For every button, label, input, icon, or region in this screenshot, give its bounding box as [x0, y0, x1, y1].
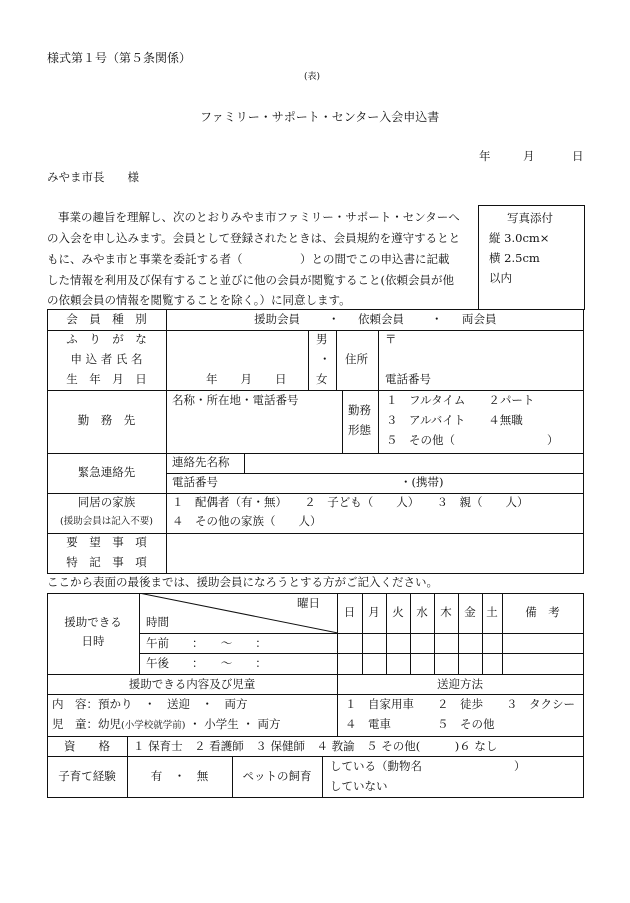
child-prefix: 児 童：幼児: [52, 717, 121, 731]
birthdate-field[interactable]: 年 月 日: [206, 372, 287, 386]
content-line[interactable]: 内 容：預かり ・ 送迎 ・ 両方: [52, 697, 248, 711]
birthdate-label: 生 年 月 日: [66, 372, 147, 386]
am-row[interactable]: 午前 ： ～ ：: [146, 636, 267, 650]
intro-line: 事業の趣旨を理解し、次のとおりみやま市ファミリー・サポート・センターへ: [58, 210, 460, 224]
intro-line: の入会を申し込みます。会員として登録されたときは、会員規約を遵守するとと: [47, 231, 461, 245]
emergency-name-label: 連絡先名称: [172, 455, 230, 469]
transport-header: 送迎方法: [437, 677, 483, 691]
address-label: 住所: [345, 352, 368, 366]
photo-height: 縦 3.0cm×: [489, 231, 550, 245]
pet-label: ペットの飼育: [242, 769, 312, 783]
sex-female[interactable]: 女: [316, 372, 328, 386]
child-exp-value[interactable]: 有 ・ 無: [150, 769, 209, 783]
pet-line[interactable]: している（動物名 ）: [330, 759, 526, 773]
phone-label: 電話番号: [385, 372, 431, 386]
request-label: 要 望 事 項: [66, 535, 147, 549]
family-label: 同居の家族: [77, 495, 136, 509]
day-fri[interactable]: 金: [464, 605, 476, 619]
photo-title: 写真添付: [507, 211, 553, 225]
member-type-both[interactable]: 両会員: [462, 312, 497, 326]
day-tue[interactable]: 火: [392, 605, 404, 619]
qualification-line[interactable]: １ 保育士 ２ 看護師 ３ 保健師 ４ 教諭 ５ その他( )６ なし: [133, 739, 498, 753]
transport-line[interactable]: １ 自家用車 ２ 徒歩 ３ タクシー: [345, 697, 575, 711]
transport-line[interactable]: ４ 電車 ５ その他: [345, 717, 495, 731]
member-type-label: 会 員 種 別: [66, 312, 147, 326]
member-type-helper[interactable]: 援助会員: [254, 312, 300, 326]
family-line[interactable]: ４ その他の家族（ 人）: [172, 514, 322, 528]
intro-line: の依頼会員の情報を閲覧することを除く。）に同意します。: [47, 293, 351, 307]
member-type-dot: ・: [431, 312, 443, 326]
content-header: 援助できる内容及び児童: [128, 677, 256, 691]
pm-row[interactable]: 午後 ： ～ ：: [146, 656, 267, 670]
intro-line: した情報を利用及び保有すること並びに他の会員が閲覧すること(依頼会員が他: [47, 273, 454, 287]
work-form-label: 形態: [348, 423, 371, 437]
date-day: 日: [572, 149, 584, 163]
time-label: 時間: [146, 615, 169, 629]
qualification-label: 資 格: [64, 739, 110, 753]
family-note: (援助会員は記入不要): [60, 516, 153, 527]
work-form-label: 勤務: [348, 403, 371, 417]
emergency-label: 緊急連絡先: [77, 465, 136, 479]
form-title: ファミリー・サポート・センター入会申込書: [200, 110, 440, 124]
child-small: (小学校就学前): [121, 720, 186, 731]
helper-note: ここから表面の最後までは、援助会員になろうとする方がご記入ください。: [47, 575, 438, 589]
photo-within: 以内: [489, 271, 512, 285]
member-type-requester[interactable]: 依頼会員: [358, 312, 404, 326]
intro-line: もに、みやま市と事業を委託する者（ ）との間でこの申込書に記載: [47, 252, 450, 266]
available-label: 日時: [81, 634, 105, 648]
name-label: 申 込 者 氏 名: [70, 352, 143, 366]
day-wed[interactable]: 水: [416, 605, 428, 619]
member-type-dot: ・: [328, 312, 340, 326]
workplace-label: 勤 務 先: [77, 413, 136, 427]
date-month: 月: [523, 149, 535, 163]
pet-line[interactable]: していない: [330, 779, 388, 793]
work-form-option[interactable]: １ フルタイム ２パート: [386, 393, 535, 407]
date-year: 年: [479, 149, 491, 163]
day-mon[interactable]: 月: [368, 605, 380, 619]
child-suffix: ・ 小学生 ・ 両方: [189, 717, 281, 731]
family-line[interactable]: １ 配偶者（有・無） ２ 子ども（ 人） ３ 親（ 人）: [172, 495, 529, 509]
weekday-label: 曜日: [297, 596, 320, 610]
available-label: 援助できる: [64, 615, 122, 629]
sex-dot: ・: [319, 352, 331, 366]
emergency-mobile: ・(携帯): [400, 475, 444, 489]
day-sat[interactable]: 土: [486, 605, 498, 619]
postal-mark: 〒: [385, 332, 397, 346]
day-thu[interactable]: 木: [440, 605, 452, 619]
addressee: みやま市長 様: [47, 170, 139, 184]
sex-male[interactable]: 男: [316, 332, 328, 346]
emergency-phone-label: 電話番号: [172, 475, 218, 489]
photo-width: 横 2.5cm: [489, 251, 540, 265]
work-form-option[interactable]: ５ その他（ ）: [386, 433, 559, 447]
child-exp-label: 子育て経験: [58, 769, 116, 783]
schedule-remarks: 備 考: [525, 605, 560, 619]
child-line[interactable]: [52, 719, 281, 731]
form-number: 様式第１号（第５条関係）: [47, 51, 192, 65]
side-label: (表): [304, 72, 321, 82]
workplace-note: 名称・所在地・電話番号: [172, 393, 299, 407]
work-form-option[interactable]: ３ アルバイト ４無職: [386, 413, 523, 427]
furigana-label: ふ り が な: [66, 332, 147, 346]
remarks-label: 特 記 事 項: [66, 555, 147, 569]
day-sun[interactable]: 日: [343, 605, 356, 619]
